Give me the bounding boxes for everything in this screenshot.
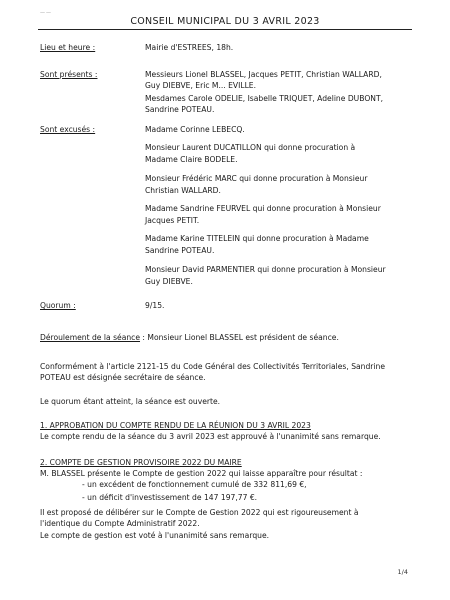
- excuses-line: Sandrine POTEAU.: [145, 246, 215, 255]
- excuses-line: Jacques PETIT.: [145, 216, 200, 225]
- excuses-line: Madame Corinne LEBECQ.: [145, 125, 245, 134]
- excuses-line: Christian WALLARD.: [145, 186, 221, 195]
- presents-line: Sandrine POTEAU.: [145, 105, 215, 114]
- page-title: CONSEIL MUNICIPAL DU 3 AVRIL 2023: [130, 16, 320, 27]
- excuses-line: Guy DIEBVE.: [145, 277, 193, 286]
- corner-mark: ——: [40, 10, 52, 16]
- excuses-line: Madame Claire BODELE.: [145, 155, 238, 164]
- section-2-closing: Le compte de gestion est voté à l'unanimité sans remarque.: [40, 531, 270, 540]
- section-2-bullet: - un déficit d'investissement de 147 197,77 €.: [82, 493, 258, 502]
- page-number: 1/4: [397, 568, 408, 576]
- article-line: POTEAU est désignée secrétaire de séance.: [40, 373, 206, 382]
- presents-line: Mesdames Carole ODELIE, Isabelle TRIQUET, Adeline DUBONT,: [145, 94, 384, 103]
- presents-line: Messieurs Lionel BLASSEL, Jacques PETIT, Christian WALLARD,: [145, 70, 382, 79]
- excuses-line: Monsieur Laurent DUCATILLON qui donne procuration à: [145, 143, 356, 152]
- deroulement-text: : Monsieur Lionel BLASSEL est président de séance.: [140, 333, 339, 342]
- presents-line: Guy DIEBVE, Eric M... EVILLE.: [145, 81, 257, 90]
- title-underline: [38, 29, 412, 30]
- presents-label: Sont présents :: [40, 70, 98, 79]
- quorum-value: 9/15.: [145, 301, 165, 310]
- section-1-text: Le compte rendu de la séance du 3 avril 2023 est approuvé à l'unanimité sans remarque.: [40, 432, 381, 441]
- excuses-label: Sont excusés :: [40, 125, 96, 134]
- quorum-label: Quorum :: [40, 301, 76, 310]
- section-1-title: 1. APPROBATION DU COMPTE RENDU DE LA RÉUNION DU 3 AVRIL 2023: [40, 421, 311, 430]
- quorum-sentence: Le quorum étant atteint, la séance est ouverte.: [40, 397, 221, 406]
- excuses-line: Monsieur David PARMENTIER qui donne procuration à Monsieur: [145, 265, 386, 274]
- section-2-title: 2. COMPTE DE GESTION PROVISOIRE 2022 DU MAIRE: [40, 458, 242, 467]
- section-2-bullet: - un excédent de fonctionnement cumulé de 332 811,69 €,: [82, 480, 307, 489]
- deroulement-label: Déroulement de la séance: [40, 333, 141, 342]
- section-2-para: l'identique du Compte Administratif 2022.: [40, 519, 200, 528]
- section-2-para: Il est proposé de délibérer sur le Compte de Gestion 2022 qui est rigoureusement à: [40, 508, 359, 517]
- lieu-label: Lieu et heure :: [40, 43, 96, 52]
- lieu-value: Mairie d'ESTREES, 18h.: [145, 43, 234, 52]
- deroulement-line: [40, 332, 339, 343]
- excuses-line: Madame Sandrine FEURVEL qui donne procuration à Monsieur: [145, 204, 381, 213]
- article-line: Conformément à l'article 2121-15 du Code Général des Collectivités Territoriales, Sandrine: [40, 362, 386, 371]
- section-2-intro: M. BLASSEL présente le Compte de gestion 2022 qui laisse apparaître pour résultat :: [40, 469, 363, 478]
- excuses-line: Monsieur Frédéric MARC qui donne procuration à Monsieur: [145, 174, 368, 183]
- excuses-line: Madame Karine TITELEIN qui donne procuration à Madame: [145, 234, 369, 243]
